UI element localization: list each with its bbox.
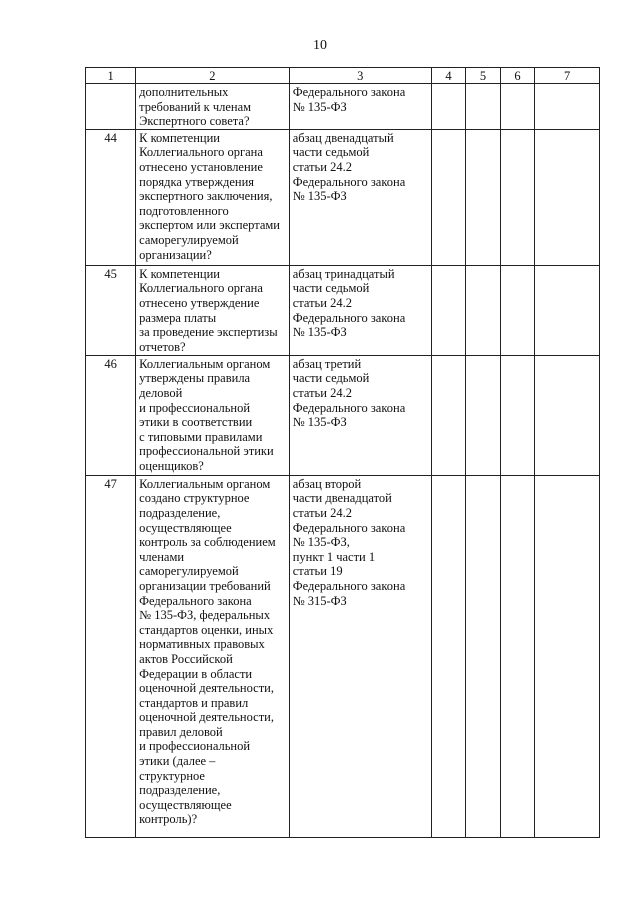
answer-cell bbox=[431, 265, 465, 355]
row-number: 46 bbox=[86, 355, 136, 475]
reference-cell: Федерального закона № 135-ФЗ bbox=[289, 84, 431, 130]
column-header: 3 bbox=[289, 68, 431, 84]
reference-cell: абзац двенадцатый части седьмой статьи 24.2 Федерального закона № 135-ФЗ bbox=[289, 129, 431, 265]
question-cell: К компетенции Коллегиального органа отнесено установление порядка утверждения экспертного заключения, подготовленного экспертом или экспертами саморегулируемой организации? bbox=[136, 129, 290, 265]
note-cell bbox=[535, 265, 600, 355]
answer-cell bbox=[500, 265, 534, 355]
column-header: 5 bbox=[466, 68, 500, 84]
answer-cell bbox=[431, 84, 465, 130]
column-header: 7 bbox=[535, 68, 600, 84]
answer-cell bbox=[466, 129, 500, 265]
answer-cell bbox=[500, 355, 534, 475]
table-row bbox=[86, 355, 600, 475]
answer-cell bbox=[500, 475, 534, 837]
column-header: 6 bbox=[500, 68, 534, 84]
table-row bbox=[86, 475, 600, 837]
reference-cell: абзац второй части двенадцатой статьи 24.2 Федерального закона № 135-ФЗ, пункт 1 части 1 статьи 19 Федерального закона № 315-ФЗ bbox=[289, 475, 431, 837]
table-row bbox=[86, 84, 600, 130]
column-header: 1 bbox=[86, 68, 136, 84]
answer-cell bbox=[431, 355, 465, 475]
question-cell: Коллегиальным органом создано структурное подразделение, осуществляющее контроль за соблюдением членами саморегулируемой организации требований Федерального закона № 135-ФЗ, федеральных стандартов оценки, иных нормативных правовых актов Российской Федерации в области оценочной деятельности, стандартов и правил оценочной деятельности, правил деловой и профессиональной этики (далее – структурное подразделение, осуществляющее контроль)? bbox=[136, 475, 290, 837]
table-row bbox=[86, 129, 600, 265]
answer-cell bbox=[500, 84, 534, 130]
note-cell bbox=[535, 475, 600, 837]
answer-cell bbox=[466, 84, 500, 130]
note-cell bbox=[535, 355, 600, 475]
page-number: 10 bbox=[313, 38, 327, 53]
answer-cell bbox=[431, 129, 465, 265]
question-cell: К компетенции Коллегиального органа отнесено утверждение размера платы за проведение экспертизы отчетов? bbox=[136, 265, 290, 355]
answer-cell bbox=[466, 475, 500, 837]
question-cell: Коллегиальным органом утверждены правила деловой и профессиональной этики в соответствии с типовыми правилами профессиональной этики оценщиков? bbox=[136, 355, 290, 475]
table-row bbox=[86, 265, 600, 355]
row-number: 47 bbox=[86, 475, 136, 837]
reference-cell: абзац тринадцатый части седьмой статьи 24.2 Федерального закона № 135-ФЗ bbox=[289, 265, 431, 355]
row-number bbox=[86, 84, 136, 130]
note-cell bbox=[535, 129, 600, 265]
reference-cell: абзац третий части седьмой статьи 24.2 Федерального закона № 135-ФЗ bbox=[289, 355, 431, 475]
note-cell bbox=[535, 84, 600, 130]
row-number: 45 bbox=[86, 265, 136, 355]
answer-cell bbox=[466, 265, 500, 355]
answer-cell bbox=[466, 355, 500, 475]
answer-cell bbox=[500, 129, 534, 265]
column-header: 4 bbox=[431, 68, 465, 84]
checklist-table bbox=[85, 67, 600, 838]
question-cell: дополнительных требований к членам Экспертного совета? bbox=[136, 84, 290, 130]
column-header: 2 bbox=[136, 68, 290, 84]
header-row bbox=[86, 68, 600, 84]
row-number: 44 bbox=[86, 129, 136, 265]
answer-cell bbox=[431, 475, 465, 837]
